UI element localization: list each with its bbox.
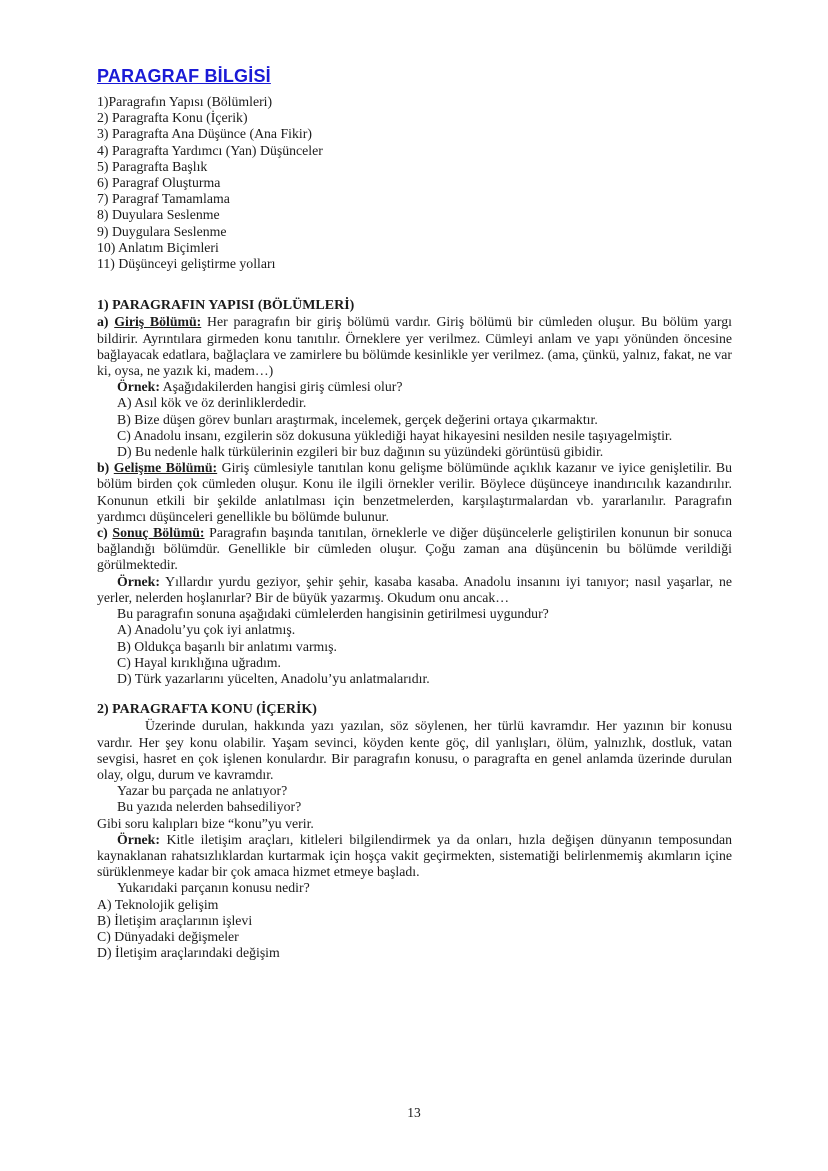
page-number: 13: [407, 1104, 421, 1120]
gelisme-label: Gelişme Bölümü:: [113, 460, 218, 476]
ornek1-line: [97, 379, 732, 395]
giris-prefix: a): [97, 314, 109, 330]
ornek2-text: Yıllardır yurdu geziyor, şehir şehir, kasaba kasaba. Anadolu insanını iyi tanıyor; nasıl yaşarlar, ne yerler, nelerden hoşlanırlar? Bir de büyük yazarmış. Okudum onu ancak…: [97, 573, 732, 605]
option-a: A) Anadolu’yu çok iyi anlatmış.: [117, 622, 296, 638]
option-b: B) Bize düşen görev bunları araştırmak, incelemek, gerçek değerini ortaya çıkarmaktır.: [117, 411, 598, 427]
sonuc-prefix: c): [97, 525, 108, 541]
sonuc-paragraph: [97, 525, 732, 574]
giris-label: Giriş Bölümü:: [114, 314, 202, 330]
option-d: D) İletişim araçlarındaki değişim: [97, 945, 280, 961]
konu-question-1: Yazar bu parçada ne anlatıyor?: [117, 783, 288, 799]
sonuc-label: Sonuç Bölümü:: [112, 525, 205, 541]
toc-item-10: 10) Anlatım Biçimleri: [97, 239, 219, 255]
toc-item-9: 9) Duygulara Seslenme: [97, 223, 227, 239]
ornek3-text: Kitle iletişim araçları, kitleleri bilgilendirmek ya da onları, hızla değişen dünyanın temposundan kaynaklanan rahatsızlıklardan kurtarmak için hoşça vakit geçirmekten, sistematiği belirlenmemiş akımların içine sürüklenmeye kadar bir çok amaca hizmet etmeye başladı.: [97, 831, 732, 880]
sonuc-body: Paragrafın başında tanıtılan, örneklerle ve diğer düşüncelerle geliştirilen konunun bir sonuca bağlandığı bölümdür. Genellikle bir cümleden oluşur. Çoğu zaman ana düşüncenin bu bölümde verildiği görülmektedir.: [97, 525, 733, 573]
gelisme-prefix: b): [97, 460, 110, 476]
konu-gibi-line: Gibi soru kalıpları bize “konu”yu verir.: [97, 815, 314, 831]
ornek3-paragraph: [97, 832, 732, 881]
section1-heading: 1) PARAGRAFIN YAPISI (BÖLÜMLERİ): [97, 298, 355, 314]
toc-item-6: 6) Paragraf Oluşturma: [97, 175, 221, 191]
konu-question-line: Yukarıdaki parçanın konusu nedir?: [117, 880, 310, 896]
option-b: B) İletişim araçlarının işlevi: [97, 912, 253, 928]
toc-item-8: 8) Duyulara Seslenme: [97, 207, 220, 223]
option-c: C) Anadolu insanı, ezgilerin söz dokusuna yüklediği hayat hikayesini nesilden nesile taşıyagelmiştir.: [117, 427, 673, 443]
toc-list: [97, 94, 732, 272]
konu-question-2: Bu yazıda nelerden bahsediliyor?: [117, 799, 302, 815]
question2-line: Bu paragrafın sonuna aşağıdaki cümlelerden hangisinin getirilmesi uygundur?: [117, 606, 549, 622]
option-c: C) Dünyadaki değişmeler: [97, 928, 239, 944]
toc-item-1: 1)Paragrafın Yapısı (Bölümleri): [97, 94, 273, 109]
option-a: A) Asıl kök ve öz derinliklerdedir.: [117, 395, 307, 411]
gelisme-body: Giriş cümlesiyle tanıtılan konu gelişme bölümünde açıklık kazanır ve iyice genişletilir. Bu bölüm birden çok cümleden oluşur. Konu ile ilgili örnekler verilir. Böylece düşünceye inandırıcılık kazandırılır. Konunun etkili bir şekilde anlatılması için benzetmelerden, karşılaştırmalardan vb. yararlanılır. Paragrafın yardımcı düşünceleri genellikle bu bölümde bulunur.: [97, 460, 733, 524]
option-d: D) Türk yazarlarını yücelten, Anadolu’yu anlatmalarıdır.: [117, 670, 430, 686]
gelisme-paragraph: [97, 460, 732, 525]
ornek2-paragraph: [97, 574, 732, 606]
ornek1-label: Örnek:: [117, 379, 160, 395]
toc-item-4: 4) Paragrafta Yardımcı (Yan) Düşünceler: [97, 142, 323, 158]
toc-item-3: 3) Paragrafta Ana Düşünce (Ana Fikir): [97, 126, 312, 142]
konu-intro-paragraph: Üzerinde durulan, hakkında yazı yazılan, söz söylenen, her türlü kavramdır. Her yazının bir konusu vardır. Her şey konu olabilir. Yaşam sevinci, köyden kente göç, dil yanlışları, ölüm, yalnızlık, dostluk, vatan sevgisi, hasret en çok işlenen konulardır. Bir paragrafın konusu, o paragrafta en genel anlamda üzerinde durulan olay, olgu, durum ve kavramdır.: [97, 718, 732, 782]
ornek2-label: Örnek:: [117, 573, 160, 589]
giris-body: Her paragrafın bir giriş bölümü vardır. Giriş bölümü bir cümleden oluşur. Bu bölüm yargı bildirir. Ayrıntılara girmeden konu tanıtılır. Örneklere yer verilmez. Cümleyi anlam ve yapı yönünden öncesine bağlayacak edatlara, bağlaçlara ve zamirlere bu bölümde kesinlikle yer verilmez. (ama, çünkü, yalnız, fakat, ne var ki, oysa, ne yazık ki, madem…): [97, 314, 733, 379]
ornek1-text: Aşağıdakilerden hangisi giriş cümlesi olur?: [162, 379, 403, 395]
section2-heading: 2) PARAGRAFTA KONU (İÇERİK): [97, 702, 317, 718]
toc-item-7: 7) Paragraf Tamamlama: [97, 191, 230, 207]
option-b: B) Oldukça başarılı bir anlatımı varmış.: [117, 638, 337, 654]
option-a: A) Teknolojik gelişim: [97, 896, 219, 912]
page-title: PARAGRAF BİLGİSİ: [97, 66, 271, 86]
options-group-3: [97, 897, 732, 962]
ornek3-label: Örnek:: [117, 831, 160, 847]
options-group-1: [97, 395, 732, 460]
toc-item-2: 2) Paragrafta Konu (İçerik): [97, 110, 248, 126]
giris-paragraph: [97, 314, 732, 379]
toc-item-5: 5) Paragrafta Başlık: [97, 158, 208, 174]
option-d: D) Bu nedenle halk türkülerinin ezgileri bir buz dağının su yüzündeki görüntüsü gibidir.: [117, 444, 604, 460]
options-group-2: [97, 622, 732, 687]
toc-item-11: 11) Düşünceyi geliştirme yolları: [97, 256, 276, 272]
option-c: C) Hayal kırıklığına uğradım.: [117, 654, 281, 670]
